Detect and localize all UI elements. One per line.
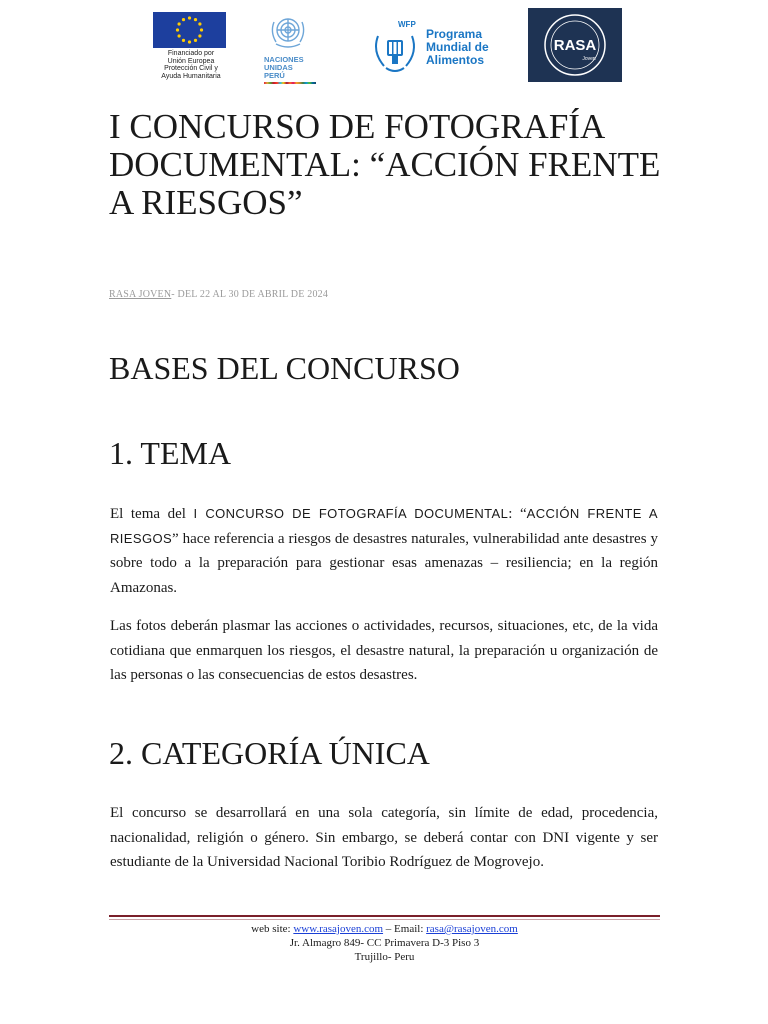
footer [109, 922, 660, 964]
footer-address: Jr. Almagro 849- CC Primavera D-3 Piso 3 [289, 937, 480, 949]
document-subtitle [109, 289, 328, 300]
sdg-color-bar [264, 82, 316, 84]
email-link[interactable]: rasa@rasajoven.com [426, 923, 518, 935]
wfp-logo-text: Programa Mundial de Alimentos [426, 27, 489, 67]
rasa-logo [528, 8, 622, 82]
header-logos [0, 8, 768, 83]
eu-flag-icon [153, 12, 226, 48]
un-logo [258, 10, 328, 84]
section-2-heading: 2. CATEGORÍA ÚNICA [109, 735, 430, 771]
wfp-tag: WFP [398, 20, 416, 29]
section-1-paragraph-1: El tema del I CONCURSO DE FOTOGRAFÍA DOCUMENTAL: “ACCIÓN FRENTE A RIESGOS” hace referencia a riesgos de desastres naturales, vulnerabilidad ante desastres y sobre todo a la preparación para gestionar esas amenazas – resiliencia; en la región Amazonas. [110, 506, 659, 596]
footer-rule [109, 915, 660, 917]
bases-heading: BASES DEL CONCURSO [109, 350, 460, 386]
footer-rule-thin [109, 919, 660, 920]
subtitle-dates: - DEL 22 AL 30 DE ABRIL DE 2024 [171, 289, 329, 300]
website-link[interactable]: www.rasajoven.com [293, 923, 384, 935]
rasa-logo-subtext: Joven [582, 56, 596, 62]
document-title: I CONCURSO DE FOTOGRAFÍA DOCUMENTAL: “ACCIÓN FRENTE A RIESGOS” [109, 107, 661, 222]
un-emblem-icon [266, 10, 310, 54]
un-logo-text: NACIONES UNIDAS PERÚ [264, 55, 304, 80]
section-2-paragraph-1: El concurso se desarrollará en una sola categoría, sin límite de edad, procedencia, nacionalidad, religión o género. Sin embargo, se deberá contar con DNI vigente y ser estudiante de la Universidad Nacional Toribio Rodríguez de Mogrovejo. [110, 805, 658, 870]
section-1-heading: 1. TEMA [109, 435, 232, 471]
footer-contact-line: web site: www.rasajoven.com – Email: rasa@rasajoven.com [251, 923, 518, 935]
rasa-joven-link[interactable]: RASA JOVEN [109, 289, 172, 300]
eu-logo-text: Financiado por Unión Europea Protección Civil y Ayuda Humanitaria [161, 50, 221, 80]
wfp-emblem-icon [368, 22, 422, 76]
rasa-logo-text: RASA [553, 37, 597, 54]
footer-city: Trujillo- Peru [354, 951, 415, 963]
wfp-logo [368, 18, 508, 78]
section-1-paragraph-2: Las fotos deberán plasmar las acciones o actividades, recursos, situaciones, etc, de la vida cotidiana que enmarquen los riesgos, el desastre natural, la preparación u organización de las personas o las consecuencias de estos desastres. [110, 618, 658, 683]
eu-logo [153, 12, 229, 80]
